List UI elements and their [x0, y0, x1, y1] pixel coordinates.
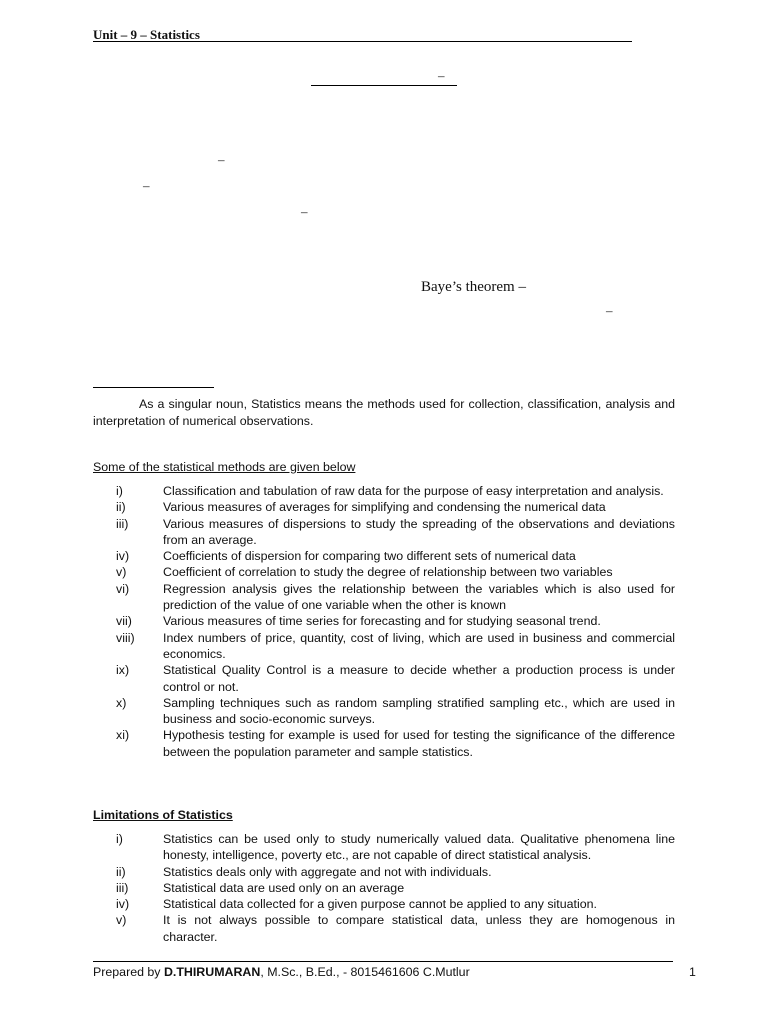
- list-item-number: ix): [116, 663, 130, 678]
- list-item: [93, 864, 675, 880]
- list-item-number: viii): [116, 630, 135, 645]
- list-item: [93, 499, 675, 515]
- list-item-text: Classification and tabulation of raw data for the purpose of easy interpretation and analysis.: [163, 484, 664, 498]
- list-item: [93, 581, 675, 614]
- list-item-number: iii): [116, 516, 129, 531]
- fragment-dash-4: –: [606, 303, 613, 318]
- list-item-text: Various measures of time series for forecasting and for studying seasonal trend.: [163, 614, 601, 629]
- list-item: [93, 727, 675, 760]
- methods-heading: Some of the statistical methods are given below: [93, 460, 356, 474]
- list-item: [93, 662, 675, 695]
- list-item: [93, 483, 675, 499]
- title-underline: [311, 85, 457, 86]
- list-item: [93, 630, 675, 663]
- list-item-text: Coefficients of dispersion for comparing two different sets of numerical data: [163, 549, 576, 564]
- list-item-number: ii): [116, 500, 126, 515]
- list-item-number: i): [116, 484, 123, 498]
- list-item-text: Various measures of averages for simplifying and condensing the numerical data: [163, 500, 606, 515]
- list-item: [93, 516, 675, 549]
- list-item-text: Statistical data are used only on an average: [163, 880, 405, 895]
- header-rule: [93, 41, 632, 42]
- methods-list: [93, 483, 675, 760]
- list-item-number: vii): [116, 614, 132, 629]
- limitations-list: [93, 831, 675, 945]
- list-item-text: Regression analysis gives the relationship between the variables which is also used for prediction of the value of one variable when the other is known: [163, 581, 675, 613]
- list-item-number: iv): [116, 549, 130, 564]
- list-item-text: Statistics can be used only to study numerically valued data. Qualitative phenomena line honesty, intelligence, poverty etc., are not capable of direct statistical analysis.: [163, 832, 675, 863]
- fragment-dash-1: –: [218, 152, 225, 167]
- list-item-text: It is not always possible to compare statistical data, unless they are homogenous in character.: [163, 913, 675, 944]
- list-item-text: Various measures of dispersions to study the spreading of the observations and deviations from an average.: [163, 516, 675, 547]
- limitations-heading: Limitations of Statistics: [93, 808, 233, 822]
- list-item: [93, 695, 675, 728]
- intro-paragraph: As a singular noun, Statistics means the methods used for collection, classification, analysis and interpretation of numerical observations.: [93, 397, 675, 428]
- list-item-text: Sampling techniques such as random sampling stratified sampling etc., which are used in business and socio-economic surveys.: [163, 695, 675, 727]
- list-item: [93, 548, 675, 564]
- page-number: 1: [689, 965, 696, 979]
- footer-rule: [93, 961, 673, 962]
- list-item-text: Coefficient of correlation to study the degree of relationship between two variables: [163, 565, 613, 580]
- list-item-text: Index numbers of price, quantity, cost of living, which are used in business and commercial economics.: [163, 630, 675, 661]
- section-rule: [93, 387, 214, 388]
- list-item: [93, 880, 675, 896]
- list-item-number: x): [116, 695, 127, 710]
- list-item-number: vi): [116, 581, 130, 596]
- list-item: [93, 613, 675, 629]
- list-item-number: ii): [116, 864, 126, 879]
- list-item-number: v): [116, 565, 127, 580]
- footer-author: D.THIRUMARAN: [163, 965, 261, 979]
- list-item-number: iii): [116, 880, 129, 895]
- fragment-dash-3: –: [301, 204, 308, 219]
- list-item: [93, 912, 675, 945]
- fragment-dash-2: –: [143, 178, 150, 193]
- bayes-theorem-fragment: Baye’s theorem –: [421, 279, 526, 295]
- list-item-number: iv): [116, 897, 130, 912]
- footer-credit: [93, 965, 470, 979]
- footer-suffix: , M.Sc., B.Ed., - 8015461606 C.Mutlur: [260, 965, 470, 979]
- list-item-text: Statistical data collected for a given purpose cannot be applied to any situation.: [163, 897, 597, 912]
- footer-prefix: Prepared by: [93, 965, 164, 979]
- list-item: [93, 831, 675, 864]
- list-item-number: xi): [116, 728, 130, 743]
- list-item-text: Statistical Quality Control is a measure to decide whether a production process is under control or not.: [163, 663, 675, 694]
- list-item-text: Hypothesis testing for example is used for used for testing the significance of the difference between the population parameter and sample statistics.: [163, 728, 675, 759]
- title-dash: –: [438, 68, 445, 83]
- list-item: [93, 564, 675, 580]
- page-header-title: Unit – 9 – Statistics: [93, 27, 200, 42]
- list-item-text: Statistics deals only with aggregate and not with individuals.: [163, 864, 492, 879]
- list-item-number: v): [116, 913, 127, 928]
- list-item: [93, 896, 675, 912]
- list-item-number: i): [116, 832, 123, 846]
